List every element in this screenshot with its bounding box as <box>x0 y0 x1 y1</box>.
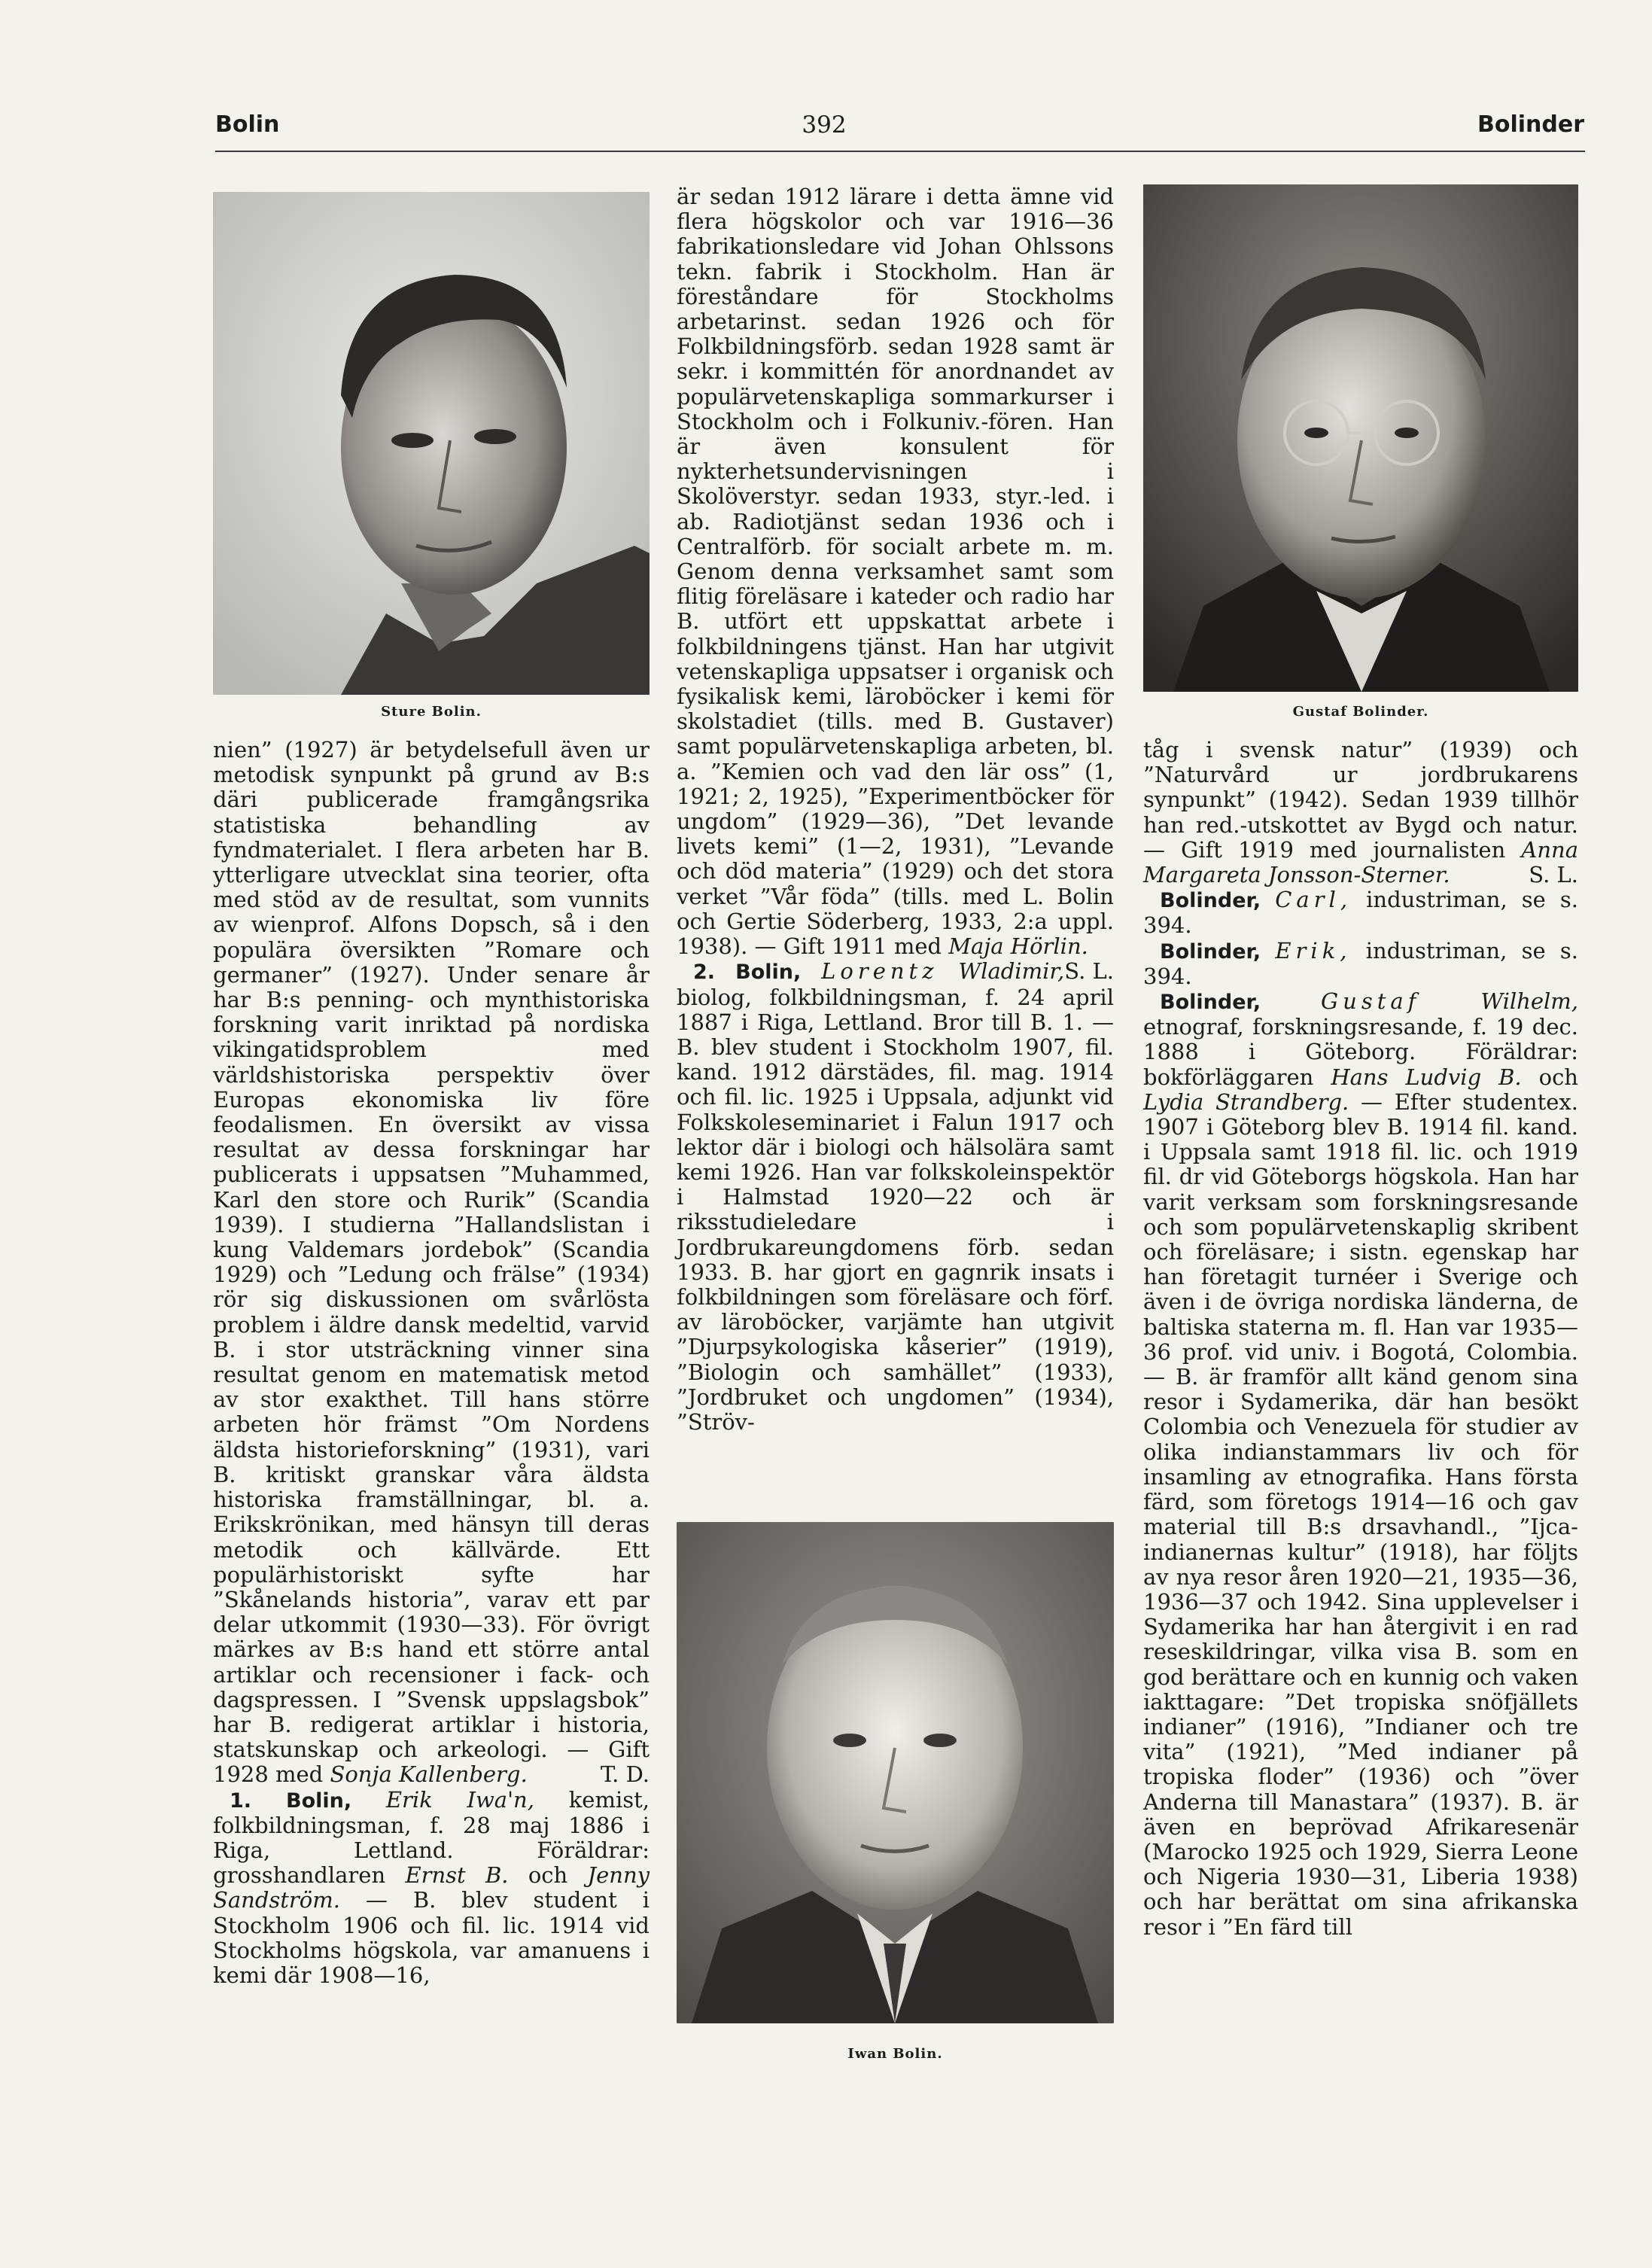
running-head-left: Bolin <box>215 111 280 138</box>
running-head-right: Bolinder <box>1477 111 1584 138</box>
caption-sture-bolin: Sture Bolin. <box>381 704 482 720</box>
portrait-gustaf-bolinder <box>1143 184 1578 692</box>
text: och <box>528 1862 568 1889</box>
spouse-name: Anna Margareta Jonsson-Sterner. <box>1143 836 1578 888</box>
given-name-2: Wladimir, <box>958 958 1065 985</box>
portrait-iwan-bolin <box>677 1522 1114 2023</box>
text: — Efter studentex. 1907 i Göteborg blev B. 1914 fil. kand. i Uppsala samt 1918 fil. lic. och 1919 fil. dr vid Göteborgs högskola. Han har varit verksam som forskningsresande och som populärvetenskaplig skribent och föreläsare; i sistn. egenskap har han företagit turnéer i Sverige och även i de övriga nordiska länderna, de baltiska staterna m. fl. Han var 1935—36 prof. vid univ. i Bogotá, Colombia. — B. är framför allt känd genom sina resor i Sydamerika, där han besökt Colombia och Venezuela för studier av olika indianstammars liv och för insamling av etnografika. Hans första färd, som företogs 1914—16 och gav material till B:s drsavhandl., ”Ijca-indianernas kultur” (1918), har följts av nya resor åren 1920—21, 1935—36, 1936—37 och 1942. Sina upplevelser i Sydamerika har han återgivit i en rad reseskildringar, vilka visa B. som en god berättare och en kunnig och vaken iakttagare: ”Det tropiska snöfjällets indianer” (1916), ”Indianer och tre vita” (1921), ”Med indianer på tropiska floder” (1936) och ”över Anderna till Manastara” (1937). B. är även en beprövad Afrikaresenär (Marocko 1925 och 1929, Sierra Leone och Nigeria 1930—31, Liberia 1938) och har berättat om sina afrikanska resor i ”En färd till <box>1143 1088 1579 1940</box>
headword: Bolinder, <box>1160 991 1261 1015</box>
text: är sedan 1912 lärare i detta ämne vid flera högskolor och var 1916—36 fabrikationsledare vid Johan Ohlssons tekn. fabrik i Stockholm. Han är föreståndare för Stockholms arbetarinst. sedan 1926 och för Folkbildningsförb. sedan 1928 samt är sekr. i kommittén för anordnandet av populärvetenskapliga sommarkurser i Stockholm och i Folkuniv.-fören. Han är även konsulent för nykterhetsundervisningen i Skolöverstyr. sedan 1933, styr.-led. i ab. Radiotjänst sedan 1936 och i Centralförb. för socialt arbete m. m. Genom denna verksamhet samt som flitig föreläsare i kateder och radio har B. utfört ett uppskattat arbete i folkbildningens tjänst. Han har utgivit vetenskapliga uppsatser i organisk och fysikalisk kemi, läroböcker i kemi för skolstadiet (tills. med B. Gustaver) samt populärvetenskapliga arbeten, bl. a. ”Kemien och vad den lär oss” (1, 1921; 2, 1925), ”Experimentböcker för ungdom” (1929—36), ”Det levande livets kemi” (1—2, 1931), ”Levande och död materia” (1929) och det stora verket ”Vår föda” (tills. med L. Bolin och Gertie Söderberg, 1933, 2:a uppl. 1938). — Gift 1911 med <box>677 184 1114 960</box>
entry-carl-bolinder <box>1143 887 1578 938</box>
signature: T. D. <box>601 1761 650 1788</box>
entry-erik-bolinder <box>1143 939 1578 989</box>
article-sture-bolin-end <box>213 738 650 1788</box>
page-number: 392 <box>802 111 847 139</box>
text: industriman, se s. 394. <box>1143 937 1579 989</box>
column-1 <box>213 738 650 1988</box>
given-name: Gustaf <box>1321 988 1421 1015</box>
headword: Bolinder, <box>1160 889 1261 913</box>
article-iwan-bolin <box>213 1788 650 1989</box>
given-name-2: Wilhelm, <box>1480 988 1579 1015</box>
spouse-name: Sonja Kallenberg. <box>330 1761 528 1788</box>
headword: Bolinder, <box>1160 939 1261 964</box>
column-3 <box>1143 738 1578 1940</box>
given-name: Carl, <box>1275 887 1352 913</box>
portrait-sture-bolin <box>213 192 650 695</box>
headword: 2. Bolin, <box>693 960 802 985</box>
given-name: Erik, <box>1275 937 1352 964</box>
spouse-name: Maja Hörlin. <box>948 933 1088 960</box>
mother-name: Lydia Strandberg. <box>1143 1088 1349 1115</box>
signature: S. L. <box>1064 958 1114 985</box>
headword: 1. Bolin, <box>230 1789 352 1813</box>
given-name: Erik Iwa'n, <box>385 1786 534 1813</box>
text: etnograf, forskningsresande, f. 19 dec. 1888 i Göteborg. Föräldrar: bokförläggaren <box>1143 1014 1578 1090</box>
text: industriman, se s. 394. <box>1143 887 1579 939</box>
given-name: Lorentz <box>821 958 939 985</box>
father-name: Ernst B. <box>405 1862 509 1889</box>
text: — B. blev student i Stockholm 1906 och fil. lic. 1914 vid Stockholms högskola, var amanuens i kemi där 1908—16, <box>213 1887 650 1988</box>
text: nien” (1927) är betydelsefull även ur metodisk synpunkt på grund av B:s däri publicerade framgångsrika statistiska behandling av fyndmaterialet. I flera arbeten har B. ytterligare utvecklat sina teorier, ofta med stöd av de resultat, som vunnits av wienprof. Alfons Dopsch, så i den populära översikten ”Romare och germaner” (1927). Under senare år har B:s penning- och mynthistoriska forskning varit inriktad på nordiska vikingatidsproblem med världshistoriska perspektiv över Europas ekonomiska liv före feodalismen. En översikt av vissa resultat av dessa forskningar har publicerats i uppsatsen ”Muhammed, Karl den store och Rurik” (Scandia 1939). I studierna ”Hallandslistan i kung Valdemars jordebok” (Scandia 1929) och ”Ledung och frälse” (1934) rör sig diskussionen om svårlösta problem i äldre dansk medeltid, varvid B. i stor utsträckning vinner sina resultat genom en matematisk metod av stor exakthet. Till hans större arbeten hör främst ”Om Nordens äldsta historieforskning” (1931), vari B. kritiskt granskar våra äldsta historiska framställningar, bl. a. Erikskrönikan, med hänsyn till deras metodik och källvärde. Ett populärhistoriskt syfte har ”Skånelands historia”, varav ett par delar utkommit (1930—33). För övrigt märkes av B:s hand ett större antal artiklar och recensioner i fack- och dagspressen. I ”Svensk uppslagsbok” har B. redigerat artiklar i historia, statskunskap och arkeologi. — Gift 1928 med <box>213 737 650 1788</box>
text: och <box>1538 1064 1578 1090</box>
article-lorentz-bolin <box>677 959 1114 1435</box>
article-lorentz-bolin-end <box>1143 738 1578 887</box>
article-gustaf-bolinder <box>1143 989 1578 1940</box>
signature: S. L. <box>1529 862 1578 888</box>
caption-gustaf-bolinder: Gustaf Bolinder. <box>1292 704 1429 720</box>
column-2 <box>677 184 1114 1435</box>
mother-name: Jenny Sandström. <box>213 1862 650 1913</box>
header-rule <box>215 151 1585 152</box>
text: biolog, folkbildningsman, f. 24 april 1887 i Riga, Lettland. Bror till B. 1. — B. blev student i Stockholm 1907, fil. kand. 1912 därstädes, fil. mag. 1914 och fil. lic. 1925 i Uppsala, adjunkt vid Folkskoleseminariet i Falun 1917 och lektor där i biologi och hälsolära samt kemi 1926. Han var folkskoleinspektör i Halmstad 1920—22 och är riksstudieledare i Jordbrukareungdomens förb. sedan 1933. B. har gjort en gagnrik insats i folkbildningen som föreläsare och förf. av läroböcker, varjämte han utgivit ”Djurpsykologiska kåserier” (1919), ”Biologin och samhället” (1933), ”Jordbruket och ungdomen” (1934), ”Ströv- <box>677 984 1114 1435</box>
text: kemist, folkbildningsman, f. 28 maj 1886 i Riga, Lettland. Föräldrar: grosshandlaren <box>213 1786 650 1889</box>
text: tåg i svensk natur” (1939) och ”Naturvård ur jordbrukarens synpunkt” (1942). Sedan 1939 tillhör han red.-utskottet av Bygd och natur. — Gift 1919 med journalisten <box>1143 737 1578 863</box>
father-name: Hans Ludvig B. <box>1331 1064 1522 1090</box>
caption-iwan-bolin: Iwan Bolin. <box>847 2046 943 2062</box>
